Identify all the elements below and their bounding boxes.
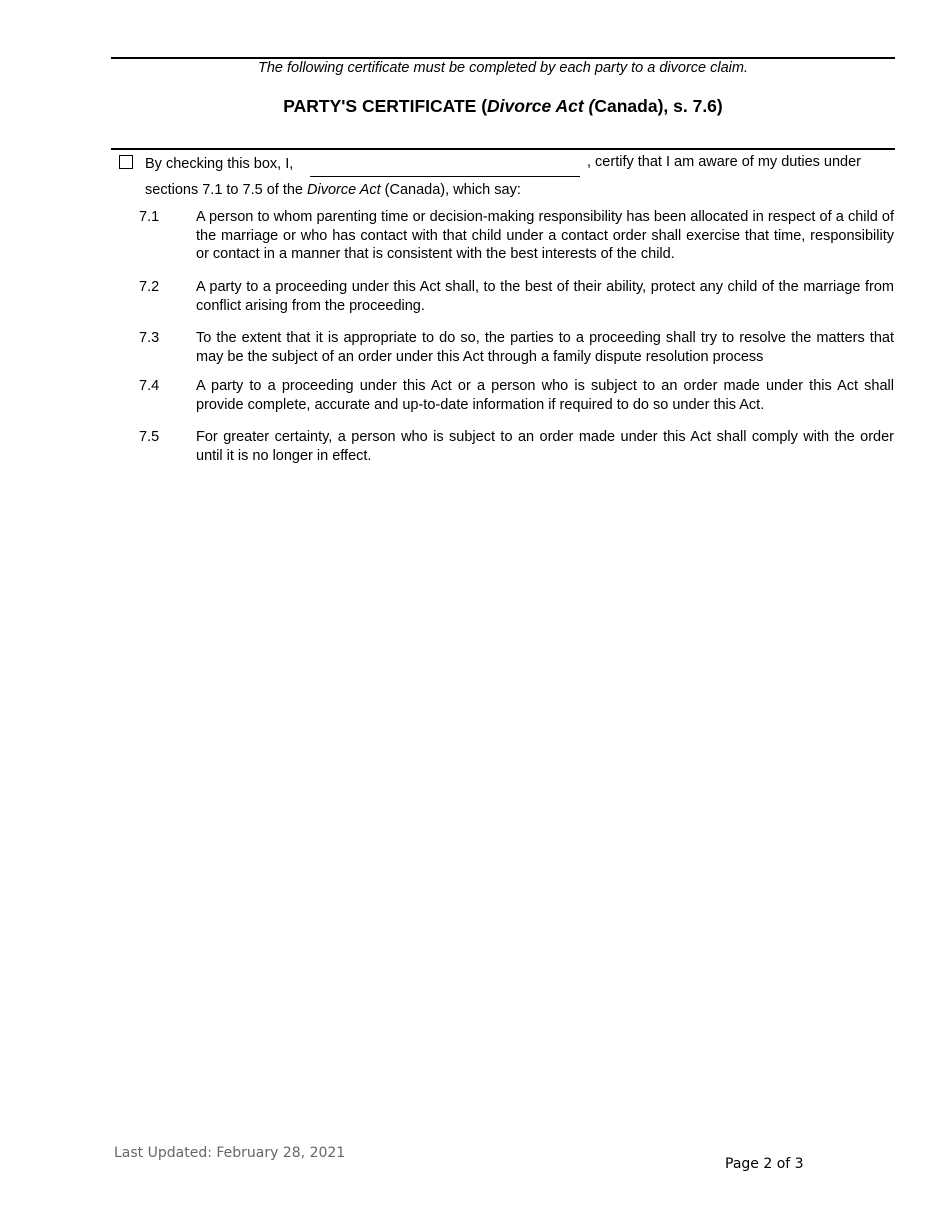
- section-text: For greater certainty, a person who is subject to an order made under this Act shall comply with the order until it is no longer in effect.: [196, 429, 894, 464]
- section-text: A party to a proceeding under this Act or a person who is subject to an order made under this Act shall provide complete, accurate and up-to-date information if required to do so under this Act.: [196, 378, 894, 413]
- section-number: 7.1: [139, 209, 160, 225]
- section-7-5: [139, 428, 894, 465]
- intro-note: The following certificate must be completed by each party to a divorce claim.: [257, 60, 748, 76]
- title-act-name: Divorce Act (: [487, 96, 595, 116]
- section-number: 7.5: [139, 429, 160, 445]
- line2-end: (Canada), which say:: [380, 182, 521, 198]
- section-number: 7.3: [139, 330, 160, 346]
- certificate-title: [111, 95, 895, 117]
- section-number: 7.4: [139, 378, 160, 394]
- party-name-field[interactable]: [310, 151, 580, 177]
- certify-text-line2: [145, 181, 521, 199]
- section-text: A person to whom parenting time or decision-making responsibility has been allocated in respect of a child of the marriage or who has contact with that child under a contact order shall exercise that time, responsibility or contact in a manner that is consistent with the best interests of the child.: [196, 209, 894, 262]
- section-7-1: [139, 208, 894, 264]
- certify-text-end: , certify that I am aware of my duties under: [587, 154, 862, 170]
- section-text: A party to a proceeding under this Act shall, to the best of their ability, protect any child of the marriage from conflict arising from the proceeding.: [196, 279, 894, 314]
- title-part-2: Canada), s. 7.6): [594, 96, 723, 116]
- section-7-2: [139, 278, 894, 315]
- last-updated-note: Last Updated: February 28, 2021: [114, 1145, 346, 1161]
- section-number: 7.2: [139, 279, 160, 295]
- line2-act-name: Divorce Act: [307, 182, 381, 198]
- section-7-3: [139, 329, 894, 366]
- section-text: To the extent that it is appropriate to do so, the parties to a proceeding shall try to resolve the matters that may be the subject of an order under this Act through a family dispute resolution process: [196, 330, 894, 365]
- line2-start: sections 7.1 to 7.5 of the: [145, 182, 308, 198]
- page-number: Page 2 of 3: [725, 1156, 804, 1172]
- certify-text-start: By checking this box, I,: [145, 156, 294, 172]
- certificate-rule: [111, 148, 895, 150]
- section-7-4: [139, 377, 894, 414]
- title-part-1: PARTY'S CERTIFICATE (: [283, 96, 488, 116]
- certify-checkbox[interactable]: [119, 155, 133, 169]
